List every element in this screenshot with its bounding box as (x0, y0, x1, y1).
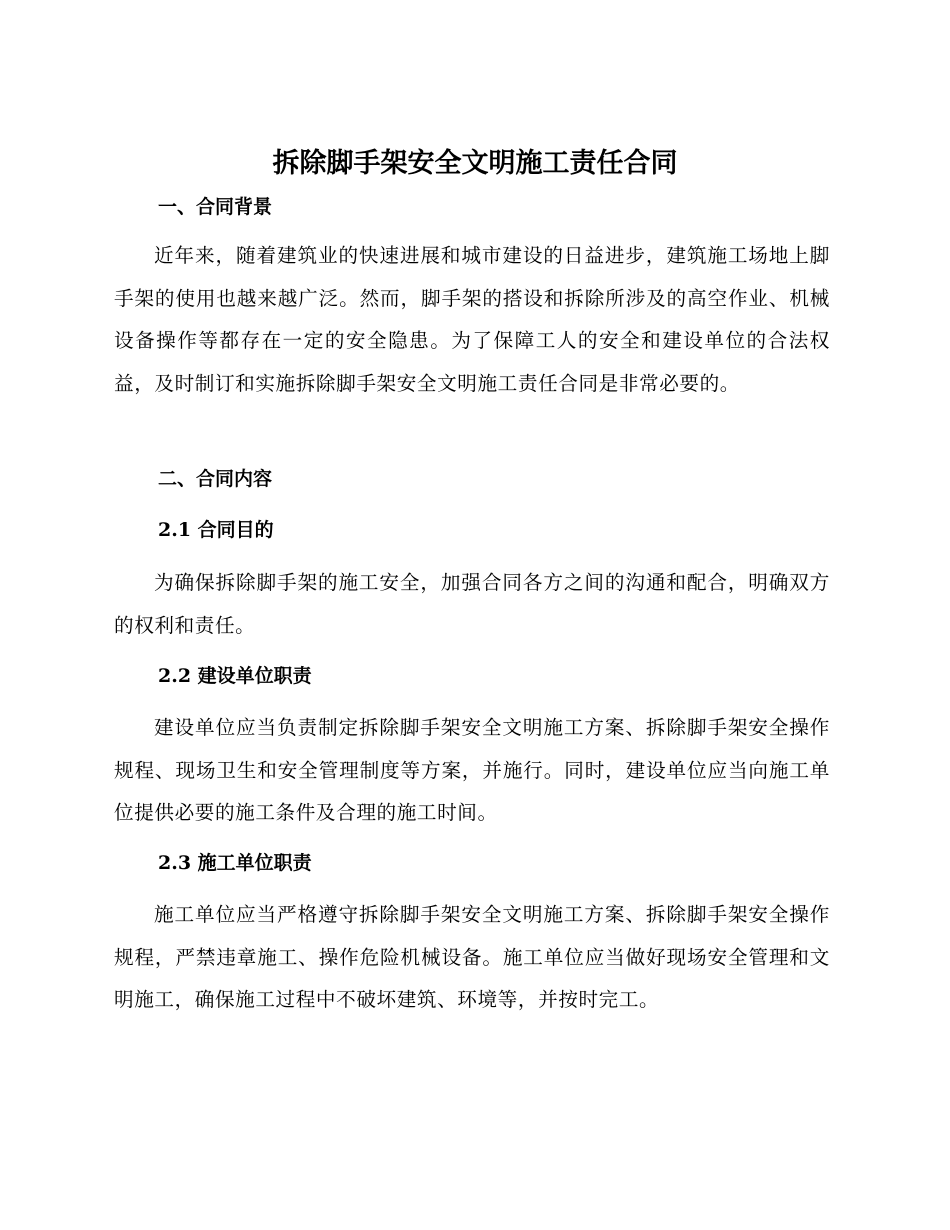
paragraph-background: 近年来，随着建筑业的快速进展和城市建设的日益进步，建筑施工场地上脚手架的使用也越来越广泛。然而，脚手架的搭设和拆除所涉及的高空作业、机械设备操作等都存在一定的安全隐患。为了保障工人的安全和建设单位的合法权益，及时制订和实施拆除脚手架安全文明施工责任合同是非常必要的。 (114, 244, 830, 395)
paragraph-contractor-duties: 施工单位应当严格遵守拆除脚手架安全文明施工方案、拆除脚手架安全操作规程，严禁违章施工、操作危险机械设备。施工单位应当做好现场安全管理和文明施工，确保施工过程中不破坏建筑、环境等，并按时完工。 (114, 903, 830, 1011)
paragraph-purpose: 为确保拆除脚手架的施工安全，加强合同各方之间的沟通和配合，明确双方的权利和责任。 (114, 571, 830, 637)
subsection-heading-contractor-duties: 2.3 施工单位职责 (158, 852, 312, 874)
subsection-heading-owner-duties: 2.2 建设单位职责 (158, 665, 312, 687)
section-heading-content: 二、合同内容 (158, 468, 273, 490)
paragraph-owner-duties: 建设单位应当负责制定拆除脚手架安全文明施工方案、拆除脚手架安全操作规程、现场卫生和安全管理制度等方案，并施行。同时，建设单位应当向施工单位提供必要的施工条件及合理的施工时间。 (114, 716, 830, 824)
section-heading-background: 一、合同背景 (158, 196, 273, 218)
subsection-heading-purpose: 2.1 合同目的 (158, 519, 274, 541)
document-title: 拆除脚手架安全文明施工责任合同 (272, 148, 678, 179)
